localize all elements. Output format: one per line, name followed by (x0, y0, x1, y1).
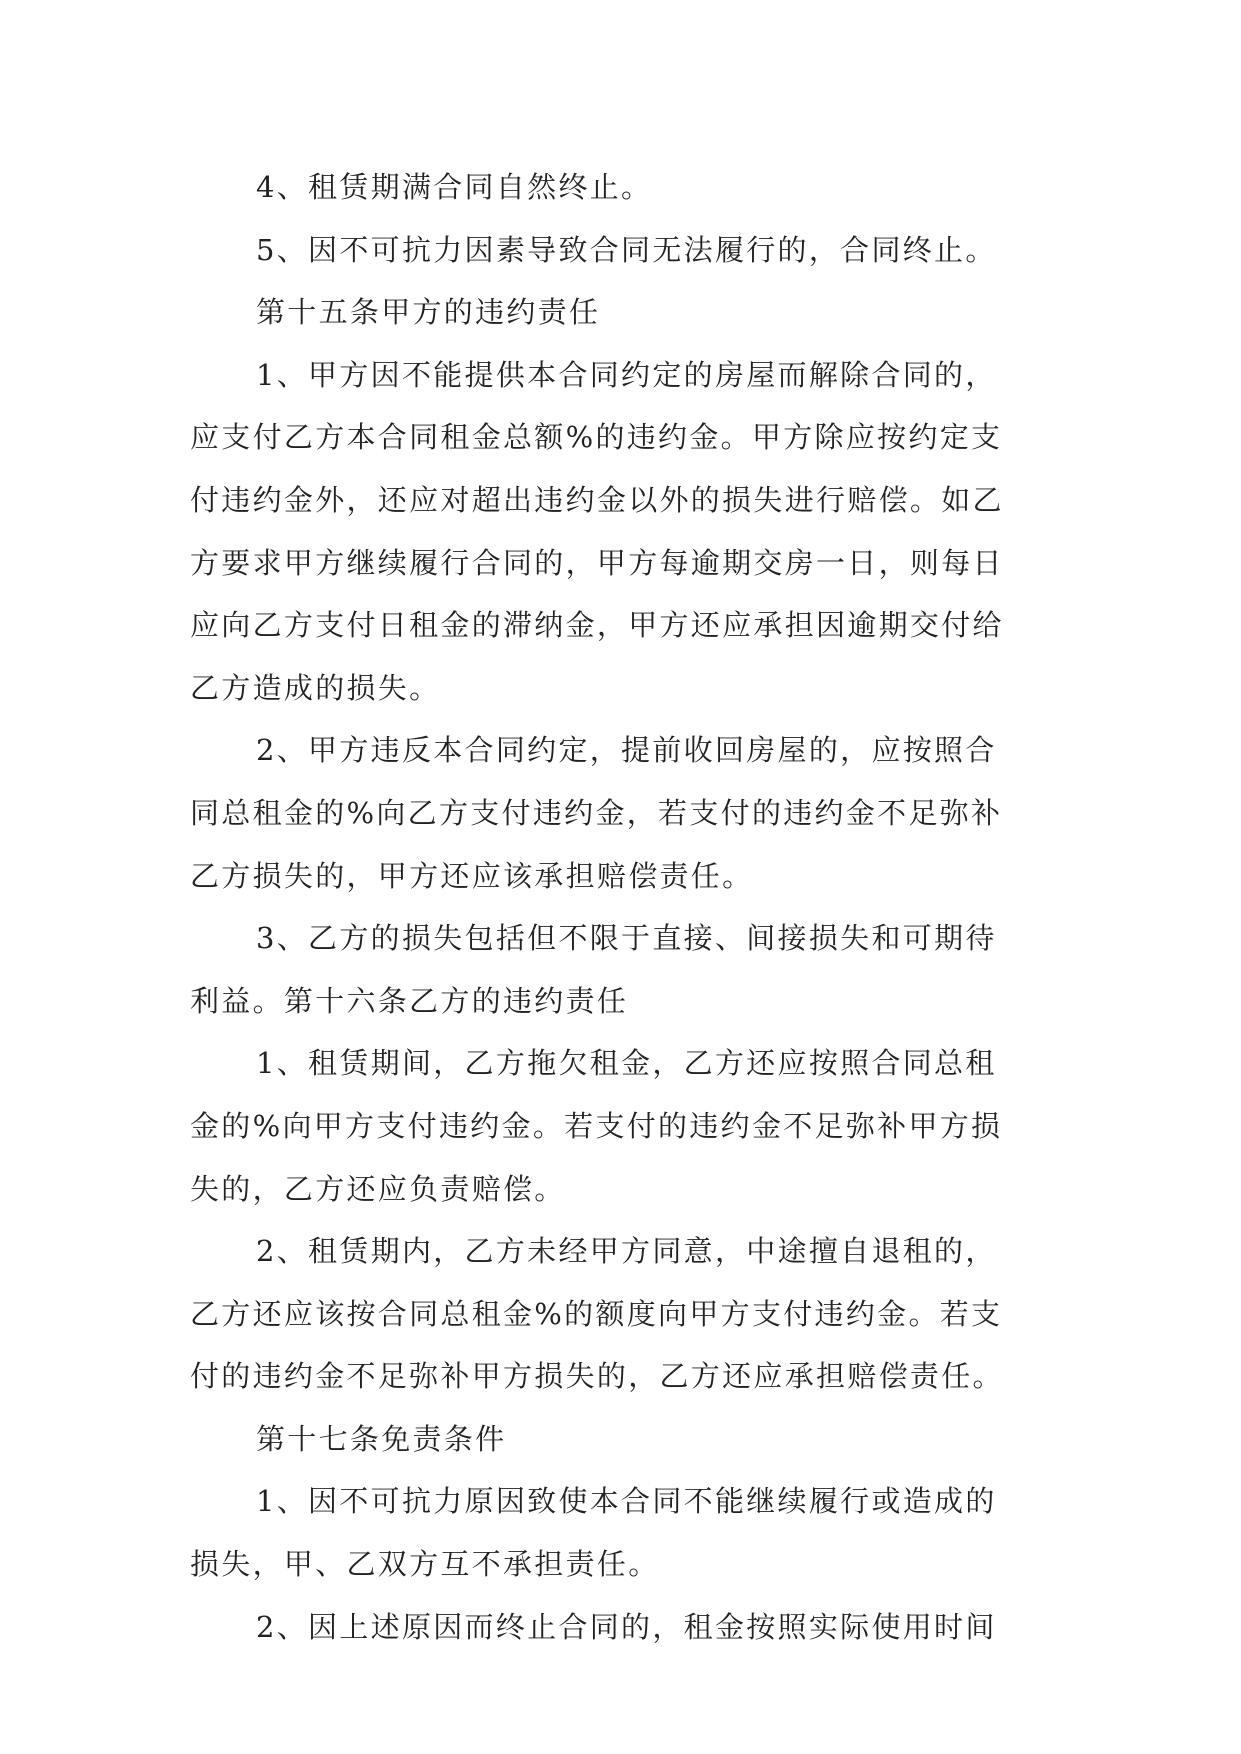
text-line: 5、因不可抗力因素导致合同无法履行的，合同终止。 (256, 232, 997, 267)
text-line: 乙方还应该按合同总租金%的额度向甲方支付违约金。若支 (190, 1296, 1003, 1331)
text-line: 4、租赁期满合同自然终止。 (256, 170, 653, 204)
text-line: 乙方损失的，甲方还应该承担赔偿责任。 (190, 858, 754, 893)
section-heading: 第十七条免责条件 (256, 1421, 507, 1456)
text-line: 2、甲方违反本合同约定，提前收回房屋的，应按照合 (256, 733, 997, 768)
text-line: 金的%向甲方支付违约金。若支付的违约金不足弥补甲方损 (190, 1108, 1003, 1143)
text-line: 失的，乙方还应负责赔偿。 (190, 1171, 566, 1206)
text-line: 方要求甲方继续履行合同的，甲方每逾期交房一日，则每日 (190, 545, 1004, 580)
text-line: 1、甲方因不能提供本合同约定的房屋而解除合同的， (256, 357, 997, 392)
text-line: 付违约金外，还应对超出违约金以外的损失进行赔偿。如乙 (190, 482, 1004, 517)
text-line: 乙方造成的损失。 (190, 670, 441, 705)
text-line: 1、租赁期间，乙方拖欠租金，乙方还应按照合同总租 (256, 1046, 997, 1081)
text-line: 2、因上述原因而终止合同的，租金按照实际使用时间 (256, 1609, 997, 1644)
text-line: 3、乙方的损失包括但不限于直接、间接损失和可期待 (256, 921, 997, 956)
document-body (190, 156, 1060, 1658)
text-line: 同总租金的%向乙方支付违约金，若支付的违约金不足弥补 (190, 795, 1003, 830)
text-line: 1、因不可抗力原因致使本合同不能继续履行或造成的 (256, 1484, 997, 1519)
text-line: 利益。第十六条乙方的违约责任 (190, 983, 629, 1018)
text-line: 付的违约金不足弥补甲方损失的，乙方还应承担赔偿责任。 (190, 1359, 1004, 1394)
text-line: 应向乙方支付日租金的滞纳金，甲方还应承担因逾期交付给 (190, 608, 1004, 643)
text-line: 应支付乙方本合同租金总额%的违约金。甲方除应按约定支 (190, 420, 1003, 455)
text-line: 损失，甲、乙双方互不承担责任。 (190, 1547, 660, 1582)
section-heading: 第十五条甲方的违约责任 (256, 295, 601, 330)
text-line: 2、租赁期内，乙方未经甲方同意，中途擅自退租的， (256, 1234, 997, 1269)
